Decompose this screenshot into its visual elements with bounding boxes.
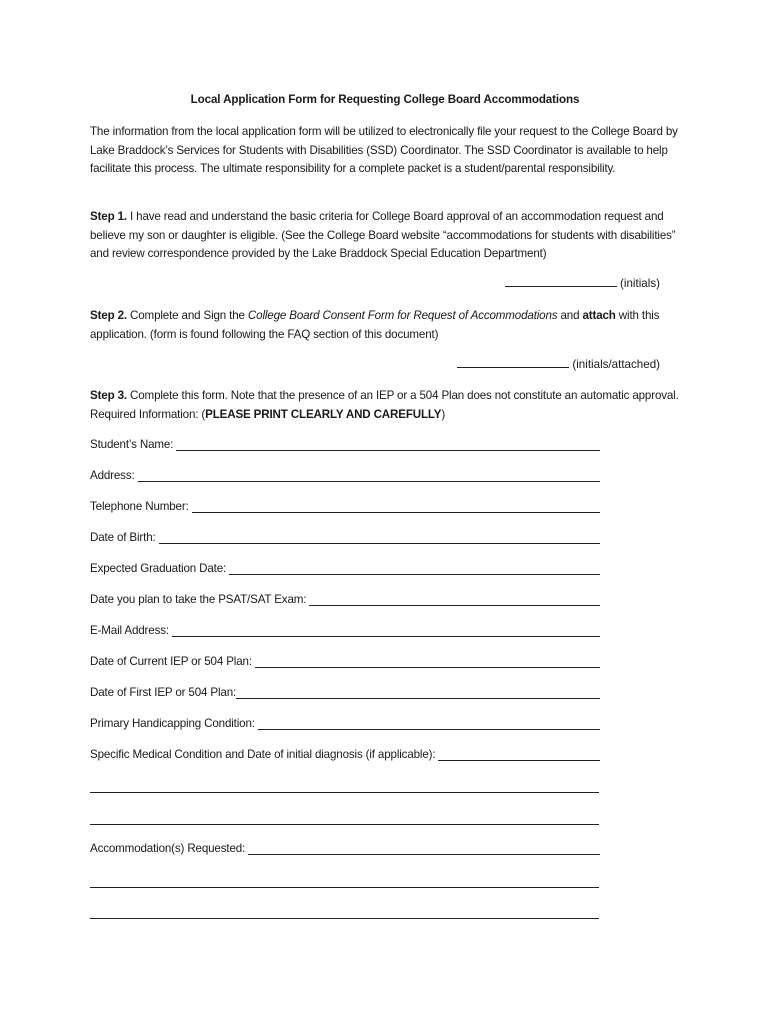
exam-date-field[interactable] (90, 593, 600, 606)
step3-label: Step 3. (90, 389, 127, 402)
handicap-condition-field[interactable] (90, 717, 600, 730)
exam-date-label: Date you plan to take the PSAT/SAT Exam: (90, 593, 307, 606)
step3-text-b: ) (441, 407, 446, 421)
initials-attached-label: (initials/attached) (572, 358, 660, 371)
email-line[interactable] (172, 626, 600, 637)
initials-attached-blank[interactable] (457, 357, 569, 368)
consent-form-name: College Board Consent Form for Request of Accommodations (247, 309, 558, 322)
first-plan-date-label: Date of First IEP or 504 Plan: (90, 686, 237, 699)
current-plan-date-label: Date of Current IEP or 504 Plan: (90, 655, 252, 668)
step2-text-c: with this application. (form is found following the FAQ section of this document) (90, 309, 660, 341)
dob-field[interactable] (90, 531, 600, 544)
exam-date-line[interactable] (309, 595, 600, 606)
current-plan-date-line[interactable] (255, 657, 600, 668)
address-line[interactable] (138, 471, 600, 482)
address-field[interactable] (90, 469, 600, 482)
accommodations-extra-line-1[interactable] (90, 887, 599, 888)
step1-initials-line[interactable] (505, 276, 660, 290)
step2-paragraph (90, 307, 680, 344)
attach-emphasis: attach (582, 309, 616, 322)
first-plan-date-field[interactable] (90, 686, 600, 699)
accommodations-field[interactable] (90, 842, 600, 855)
medical-condition-field[interactable] (90, 748, 600, 761)
medical-condition-line[interactable] (438, 750, 600, 761)
page-title: Local Application Form for Requesting College Board Accommodations (190, 93, 580, 106)
graduation-date-label: Expected Graduation Date: (90, 562, 227, 575)
telephone-label: Telephone Number: (90, 500, 189, 513)
student-name-label: Student’s Name: (90, 438, 174, 451)
dob-line[interactable] (159, 533, 600, 544)
telephone-field[interactable] (90, 500, 600, 513)
step3-text-a: Complete this form. Note that the presence of an IEP or a 504 Plan does not constitute an automatic approval. Required Information: ( (90, 389, 679, 421)
step1-label: Step 1. (90, 210, 127, 223)
intro-paragraph: The information from the local application form will be utilized to electronically file your request to the College Board by Lake Braddock’s Services for Students with Disabilities (SSD) Coordinator. The SSD Coordinator is available to help facilitate this process. The ultimate responsibility for a complete packet is a student/parental responsibility. (90, 125, 678, 175)
handicap-condition-line[interactable] (258, 719, 600, 730)
handicap-condition-label: Primary Handicapping Condition: (90, 717, 255, 730)
email-field[interactable] (90, 624, 600, 637)
medical-condition-extra-line-1[interactable] (90, 792, 599, 793)
medical-condition-label: Specific Medical Condition and Date of initial diagnosis (if applicable): (90, 748, 436, 761)
medical-condition-extra-line-2[interactable] (90, 824, 599, 825)
step2-text-b: and (557, 309, 583, 322)
current-plan-date-field[interactable] (90, 655, 600, 668)
student-name-line[interactable] (176, 440, 600, 451)
step3-paragraph (90, 387, 680, 424)
graduation-date-line[interactable] (229, 564, 600, 575)
dob-label: Date of Birth: (90, 531, 156, 544)
print-clearly-emphasis: PLEASE PRINT CLEARLY AND CAREFULLY (205, 407, 442, 421)
initials-blank[interactable] (505, 276, 617, 287)
step2-initials-line[interactable] (457, 357, 660, 371)
step1-paragraph (90, 208, 680, 264)
step2-text-a: Complete and Sign the (126, 309, 248, 322)
step1-text: I have read and understand the basic criteria for College Board approval of an accommodation request and believe my son or daughter is eligible. (See the College Board website “accommodations for students with disabilities” and review correspondence provided by the Lake Braddock Special Education Department) (90, 210, 676, 260)
accommodations-label: Accommodation(s) Requested: (90, 842, 246, 855)
address-label: Address: (90, 469, 135, 482)
accommodations-line[interactable] (248, 844, 600, 855)
telephone-line[interactable] (192, 502, 600, 513)
first-plan-date-line[interactable] (236, 688, 600, 699)
initials-label: (initials) (620, 277, 660, 290)
student-name-field[interactable] (90, 438, 600, 451)
graduation-date-field[interactable] (90, 562, 600, 575)
email-label: E-Mail Address: (90, 624, 169, 637)
step2-label: Step 2. (90, 309, 127, 322)
accommodations-extra-line-2[interactable] (90, 918, 599, 919)
